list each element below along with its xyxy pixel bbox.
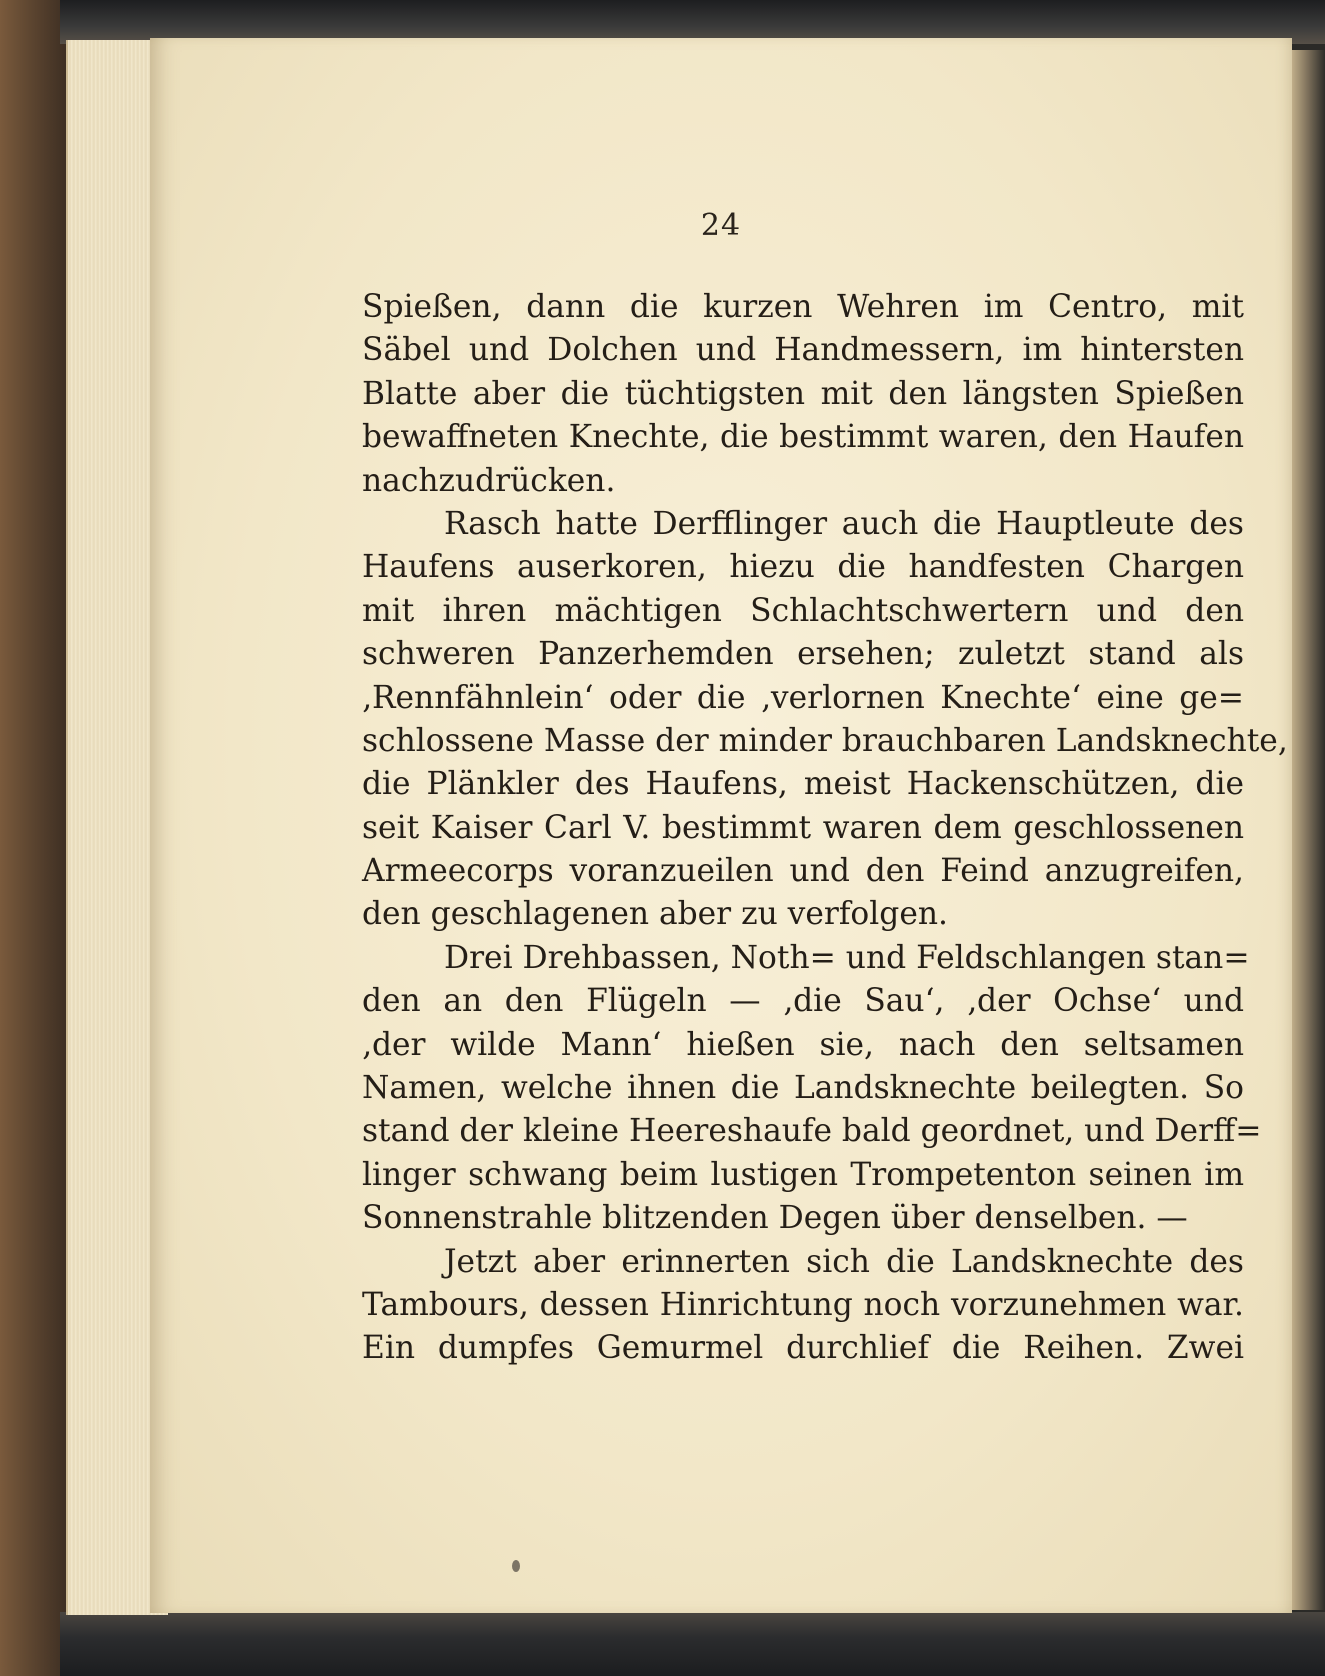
text-line: den an den Flügeln — ‚die Sau‘, ‚der Ochse‘ und bbox=[362, 983, 1244, 1020]
cover-bottom-edge bbox=[60, 1612, 1325, 1676]
ink-spot bbox=[512, 1560, 520, 1572]
text-line: Namen, welche ihnen die Landsknechte beilegten. So bbox=[362, 1070, 1244, 1107]
text-line: mit ihren mächtigen Schlachtschwertern und den bbox=[362, 592, 1244, 629]
text-line: den geschlagenen aber zu verfolgen. bbox=[362, 896, 948, 933]
text-line: Spießen, dann die kurzen Wehren im Centro, mit bbox=[362, 289, 1244, 325]
text-line: Ein dumpfes Gemurmel durchlief die Reihen. Zwei bbox=[362, 1330, 1244, 1367]
text-line: schlossene Masse der minder brauchbaren Landsknechte, bbox=[362, 722, 1288, 759]
text-line: Sonnenstrahle blitzenden Degen über denselben. — bbox=[362, 1200, 1188, 1237]
book-spine bbox=[0, 0, 70, 1676]
text-line: bewaffneten Knechte, die bestimmt waren, den Haufen bbox=[362, 419, 1244, 456]
text-line: Tambours, dessen Hinrichtung noch vorzunehmen war. bbox=[362, 1286, 1244, 1323]
text-line: ‚der wilde Mann‘ hießen sie, nach den seltsamen bbox=[362, 1026, 1244, 1063]
text-line: nachzudrücken. bbox=[362, 462, 616, 499]
text-line: Rasch hatte Derfflinger auch die Hauptleute des bbox=[444, 505, 1244, 542]
text-line: die Plänkler des Haufens, meist Hackenschützen, die bbox=[362, 766, 1244, 803]
text-line: seit Kaiser Carl V. bestimmt waren dem geschlossenen bbox=[362, 809, 1244, 846]
text-line: schweren Panzerhemden ersehen; zuletzt stand als bbox=[362, 636, 1244, 673]
text-line: ‚Rennfähnlein‘ oder die ‚verlornen Knechte‘ eine ge= bbox=[362, 679, 1244, 716]
text-line: linger schwang beim lustigen Trompetenton seinen im bbox=[362, 1156, 1244, 1193]
text-line: Jetzt aber erinnerten sich die Landsknechte des bbox=[444, 1243, 1244, 1280]
text-line: Armeecorps voranzueilen und den Feind anzugreifen, bbox=[362, 853, 1244, 890]
text-line: stand der kleine Heereshaufe bald geordnet, und Derff= bbox=[362, 1113, 1262, 1150]
page-number: 24 bbox=[700, 208, 742, 243]
text-line: Haufens auserkoren, hiezu die handfesten Chargen bbox=[362, 549, 1244, 586]
text-line: Säbel und Dolchen und Handmessern, im hintersten bbox=[362, 332, 1244, 369]
page-right-edge bbox=[1290, 50, 1325, 1610]
text-line: Drei Drehbassen, Noth= und Feldschlangen stan= bbox=[444, 939, 1250, 976]
body-text bbox=[362, 286, 1288, 1371]
text-line: Blatte aber die tüchtigsten mit den längsten Spießen bbox=[362, 375, 1244, 412]
